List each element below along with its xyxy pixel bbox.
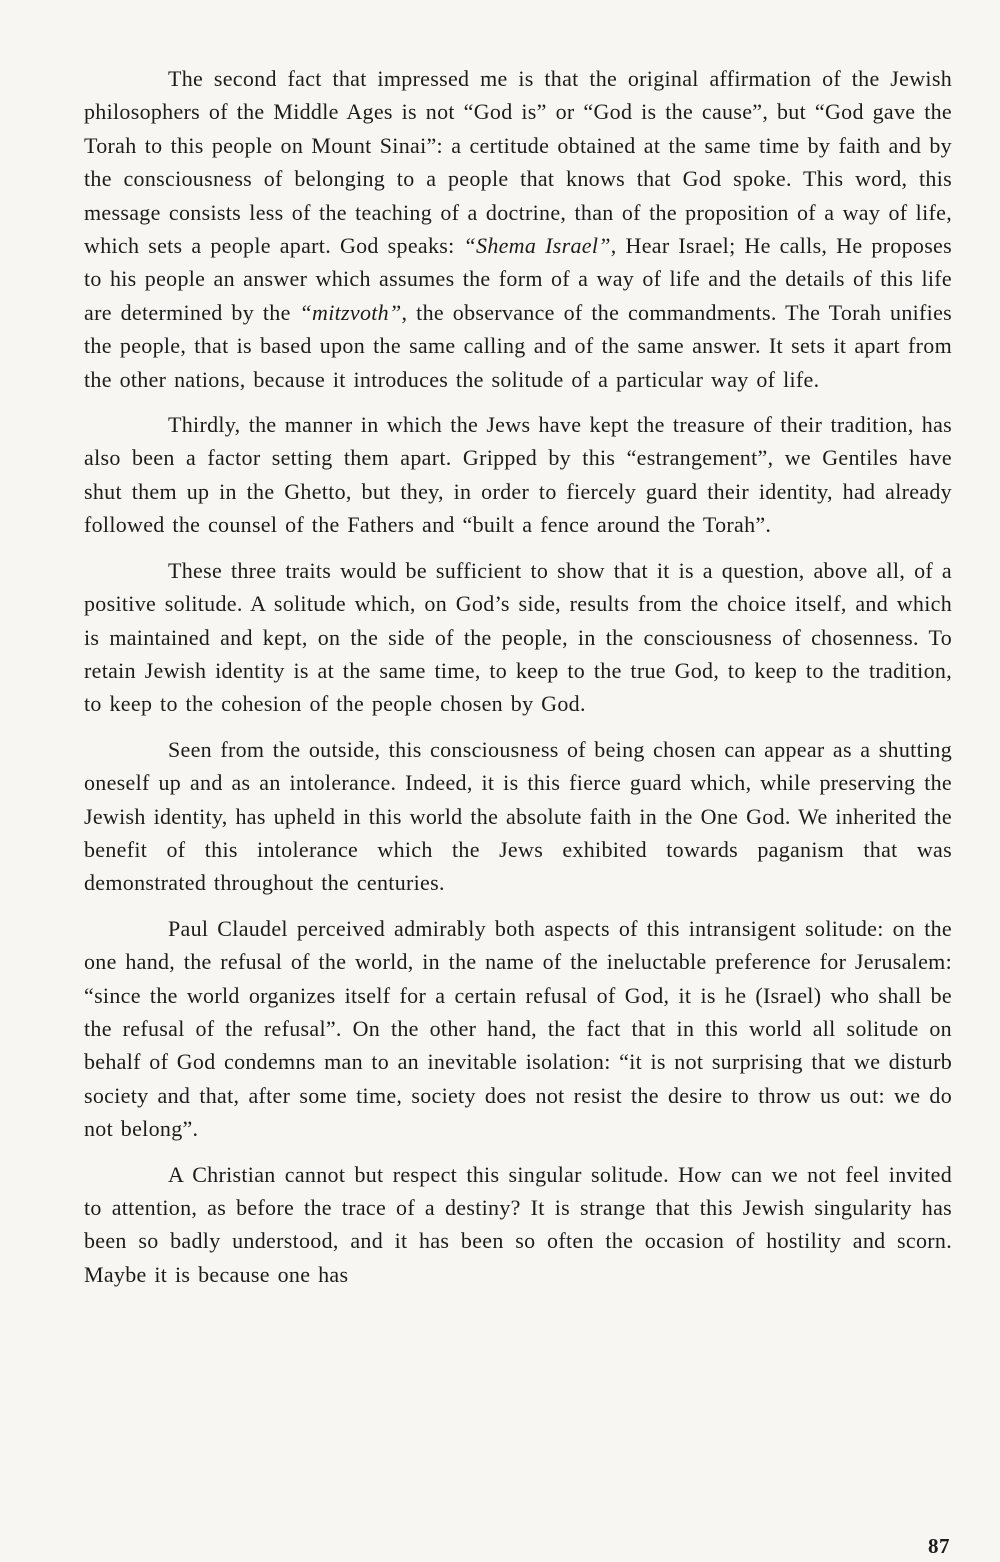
text-segment: , Hear Israel; He calls, He proposes to his people an answer which assumes the form of a way of life and the details of this life are determined by the bbox=[84, 233, 952, 325]
paragraph-christian-respect bbox=[84, 1158, 952, 1292]
paragraph-seen-from-outside bbox=[84, 733, 952, 900]
page-number: 87 bbox=[928, 1534, 950, 1558]
text-segment: Seen from the outside, this consciousness of being chosen can appear as a shutting oneself up and as an intolerance. Indeed, it is this fierce guard which, while preserving the Jewish identity, has upheld in this world the absolute faith in the One God. We inherited the benefit of this intolerance which the Jews exhibited towards paganism that was demonstrated throughout the centuries. bbox=[84, 736, 952, 896]
paragraph-thirdly bbox=[84, 408, 952, 542]
italic-phrase-shema-israel: “Shema Israel” bbox=[463, 233, 611, 259]
text-segment: Paul Claudel perceived admirably both aspects of this intransigent solitude: on the one hand, the refusal of the world, in the name of the ineluctable preference for Jerusalem: “since the world organizes itself for a certain refusal of God, it is he (Israel) who shall be the refusal of the refusal”. On the other hand, the fact that in this world all solitude on behalf of God condemns man to an inevitable isolation: “it is not surprising that we disturb society and that, after some time, society does not resist the desire to throw us out: we do not belong”. bbox=[84, 915, 952, 1142]
text-segment: A Christian cannot but respect this singular solitude. How can we not feel invited to attention, as before the trace of a destiny? It is strange that this Jewish singularity has been so badly understood, and it has been so often the occasion of hostility and scorn. Maybe it is because one has bbox=[84, 1161, 952, 1287]
text-segment: Thirdly, the manner in which the Jews have kept the treasure of their tradition, has also been a factor setting them apart. Gripped by this “estrangement”, we Gentiles have shut them up in the Ghetto, but they, in order to fiercely guard their identity, had already followed the counsel of the Fathers and “built a fence around the Torah”. bbox=[84, 412, 952, 538]
text-segment: The second fact that impressed me is that the original affirmation of the Jewish philosophers of the Middle Ages is not “God is” or “God is the cause”, but “God gave the Torah to this people on Mount Sinai”: a certitude obtained at the same time by faith and by the consciousness of belonging to a people that knows that God spoke. This word, this message consists less of the teaching of a doctrine, than of the proposition of a way of life, which sets a people apart. God speaks: bbox=[84, 66, 952, 259]
paragraph-second-fact bbox=[84, 62, 952, 396]
text-segment: , the observance of the commandments. The Torah unifies the people, that is based upon the same calling and of the same answer. It sets it apart from the other nations, because it introduces the solitude of a particular way of life. bbox=[84, 299, 952, 392]
paragraph-three-traits bbox=[84, 554, 952, 721]
paragraph-paul-claudel bbox=[84, 912, 952, 1146]
italic-phrase-mitzvoth: “mitzvoth” bbox=[299, 299, 402, 325]
text-segment: These three traits would be sufficient to show that it is a question, above all, of a positive solitude. A solitude which, on God’s side, results from the choice itself, and which is maintained and kept, on the side of the people, in the consciousness of chosenness. To retain Jewish identity is at the same time, to keep to the true God, to keep to the tradition, to keep to the cohesion of the people chosen by God. bbox=[84, 557, 952, 717]
body-text bbox=[84, 62, 952, 1303]
